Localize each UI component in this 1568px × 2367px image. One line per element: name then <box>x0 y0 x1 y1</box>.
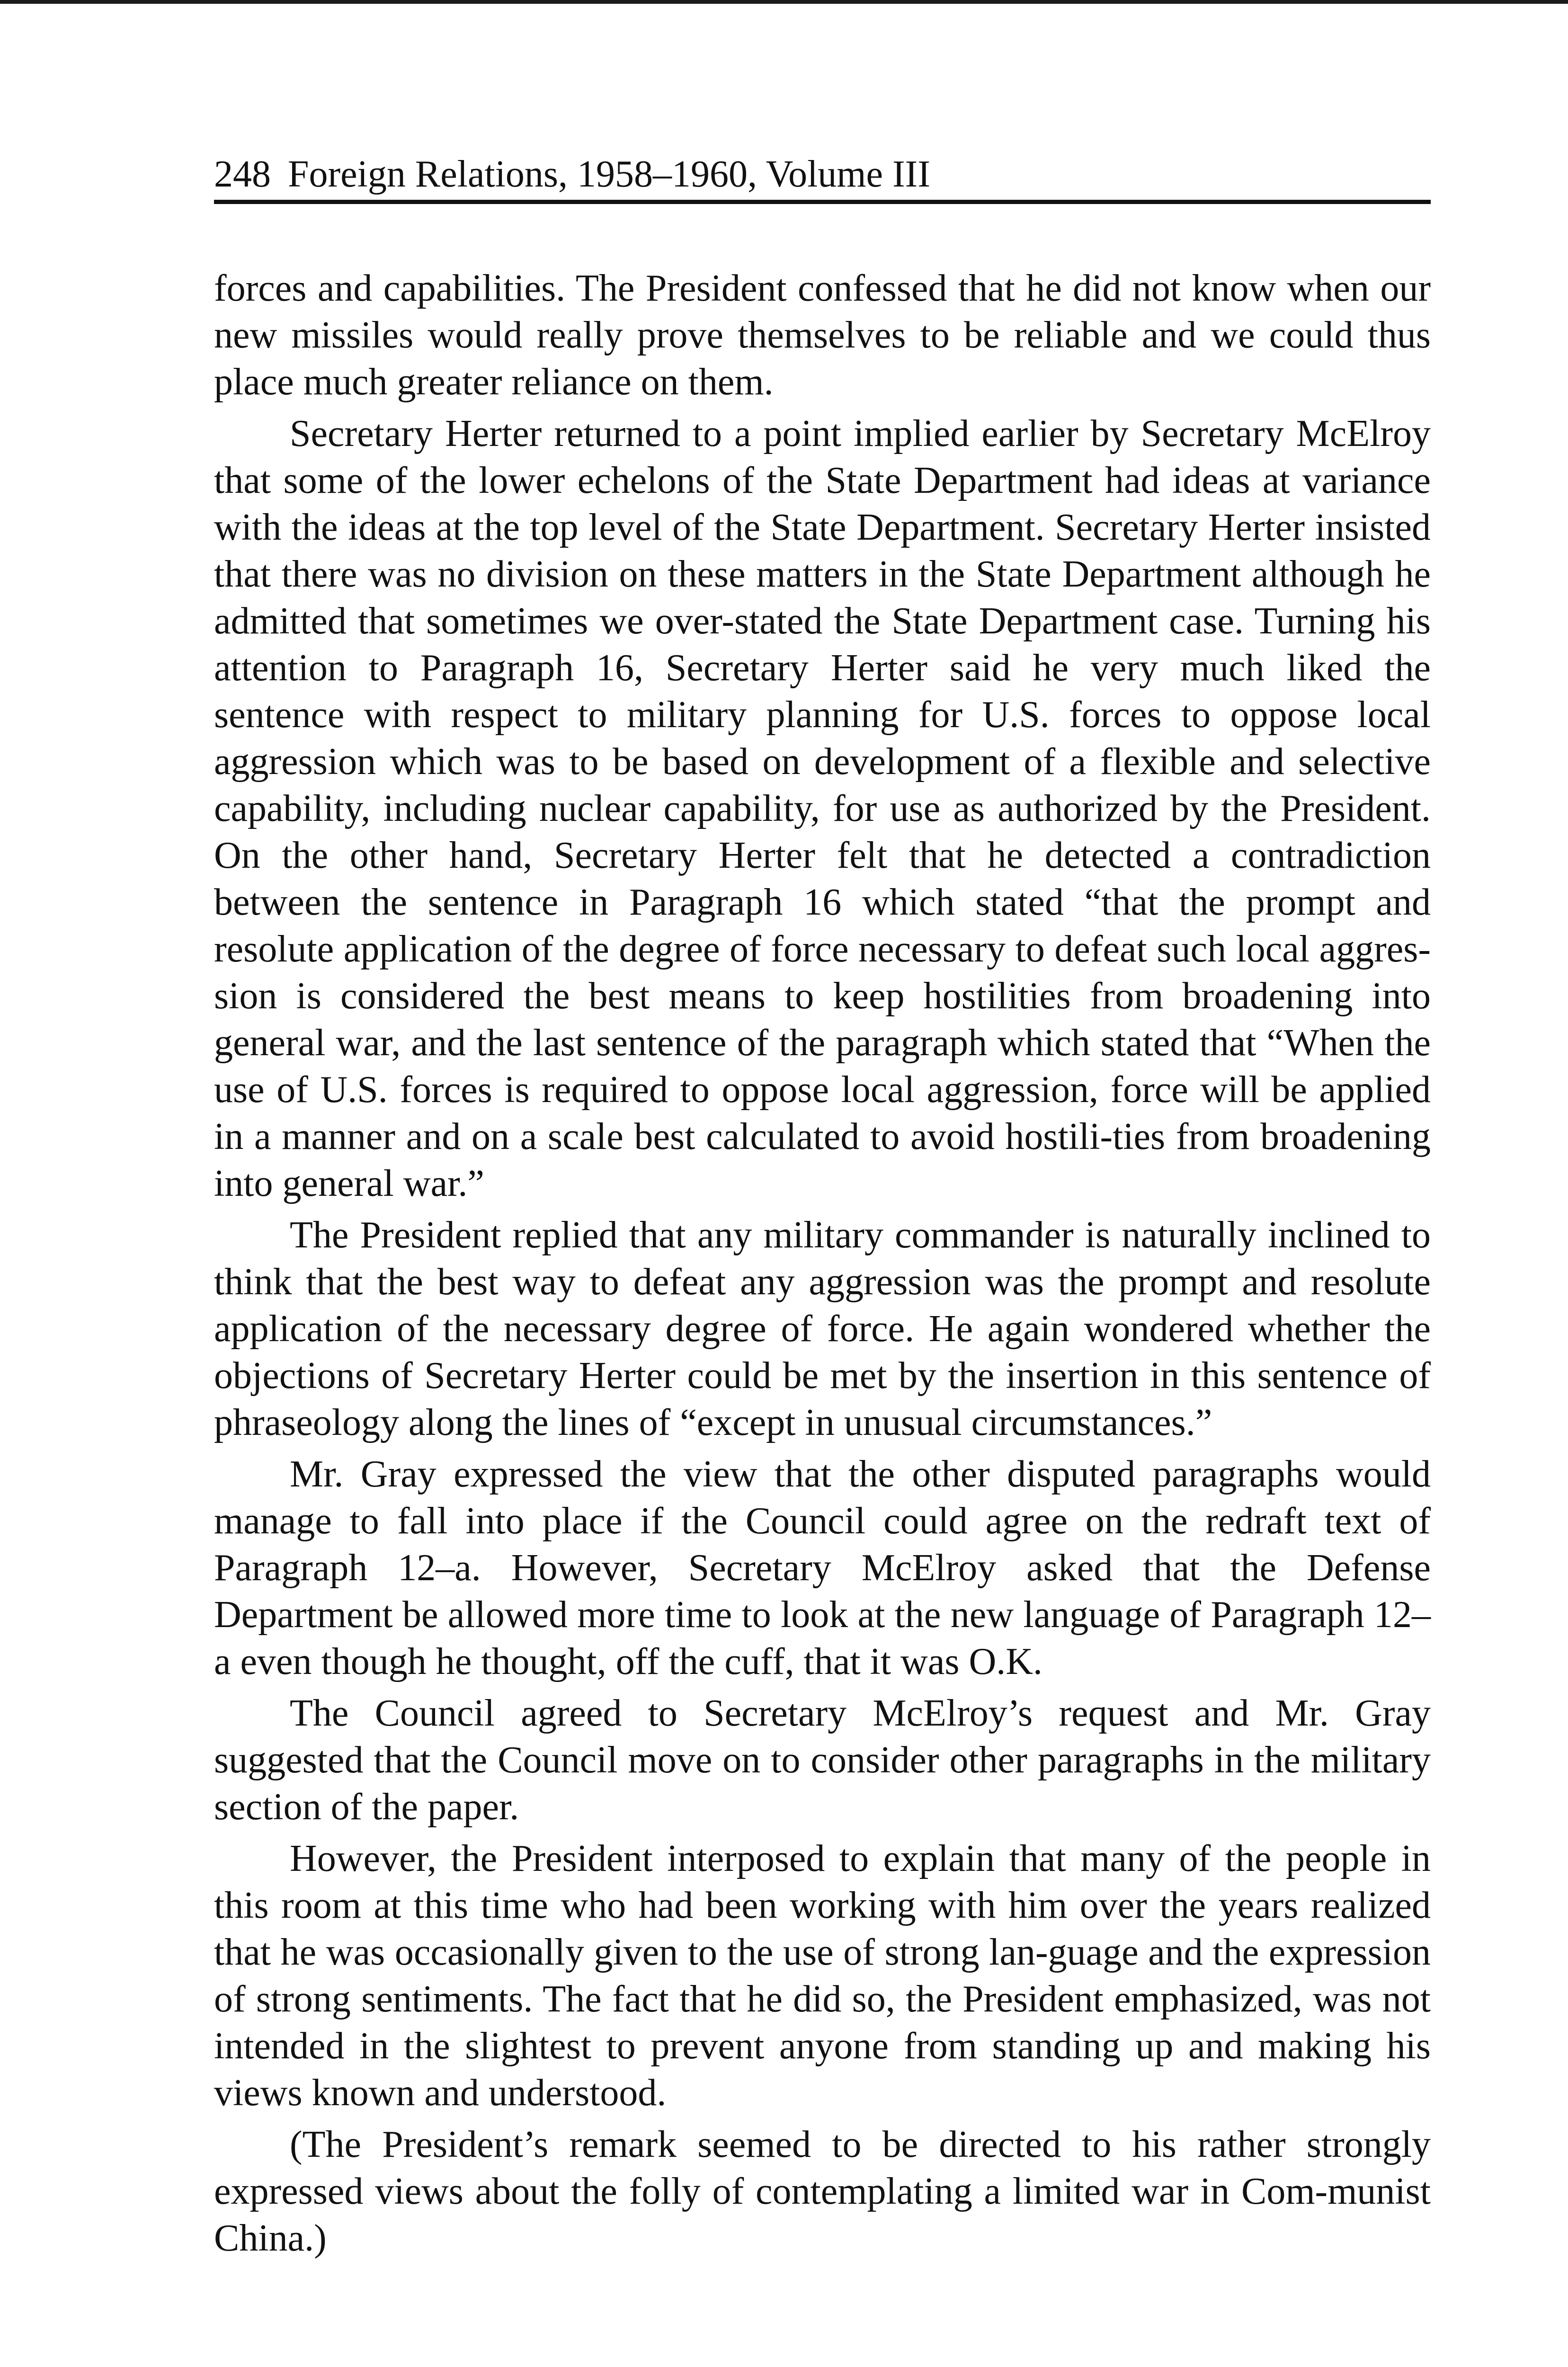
volume-title: Foreign Relations, 1958–1960, Volume III <box>288 153 930 195</box>
page-number: 248 <box>214 153 271 195</box>
paragraph-council-agreed: The Council agreed to Secretary McElroy’s request and Mr. Gray suggested that the Council move on to consider other paragraphs in the military section of the paper. <box>214 1692 1431 1828</box>
running-head <box>214 151 1431 203</box>
paragraph-president-reply: The President replied that any military commander is naturally inclined to think that the best way to defeat any aggression was the prompt and resolute application of the necessary degree of force. He again wondered whether the objections of Secretary Herter could be met by the insertion in this sentence of phraseology along the lines of “except in unusual circumstances.” <box>214 1214 1431 1443</box>
paragraph-president-interposed: However, the President interposed to explain that many of the people in this room at this time who had been working with him over the years realized that he was occasionally given to the use of strong lan-guage and the expression of strong sentiments. The fact that he did so, the President emphasized, was not intended in the slightest to prevent anyone from standing up and making his views known and understood. <box>214 1838 1431 2114</box>
header-rule <box>214 200 1431 204</box>
body-text <box>214 265 1431 2262</box>
paragraph-gray-view: Mr. Gray expressed the view that the other disputed paragraphs would manage to fall into place if the Council could agree on the redraft text of Paragraph 12–a. However, Secretary McElroy asked that the Defense Department be allowed more time to look at the new language of Paragraph 12–a even though he thought, off the cuff, that it was O.K. <box>214 1453 1431 1682</box>
paragraph-herter-state-dept: Secretary Herter returned to a point implied earlier by Secretary McElroy that some of the lower echelons of the State Department had ideas at variance with the ideas at the top level of the State Department. Secretary Herter insisted that there was no division on these matters in the State Department although he admitted that sometimes we over-stated the State Department case. Turning his attention to Paragraph 16, Secretary Herter said he very much liked the sentence with respect to military planning for U.S. forces to oppose local aggression which was to be based on development of a flexible and selective capability, including nuclear capability, for use as authorized by the President. On the other hand, Secretary Herter felt that he detected a contradiction between the sentence in Paragraph 16 which stated “that the prompt and resolute application of the degree of force necessary to defeat such local aggres-sion is considered the best means to keep hostilities from broadening into general war, and the last sentence of the paragraph which stated that “When the use of U.S. forces is required to oppose local aggression, force will be applied in a manner and on a scale best calculated to avoid hostili-ties from broadening into general war.” <box>214 413 1431 1204</box>
paragraph-president-remark: (The President’s remark seemed to be directed to his rather strongly expressed views about the folly of contemplating a limited war in Com-munist China.) <box>214 2124 1431 2259</box>
scan-top-edge <box>0 0 1568 4</box>
paragraph-continued: forces and capabilities. The President confessed that he did not know when our new missiles would really prove themselves to be reliable and we could thus place much greater reliance on them. <box>214 267 1431 403</box>
